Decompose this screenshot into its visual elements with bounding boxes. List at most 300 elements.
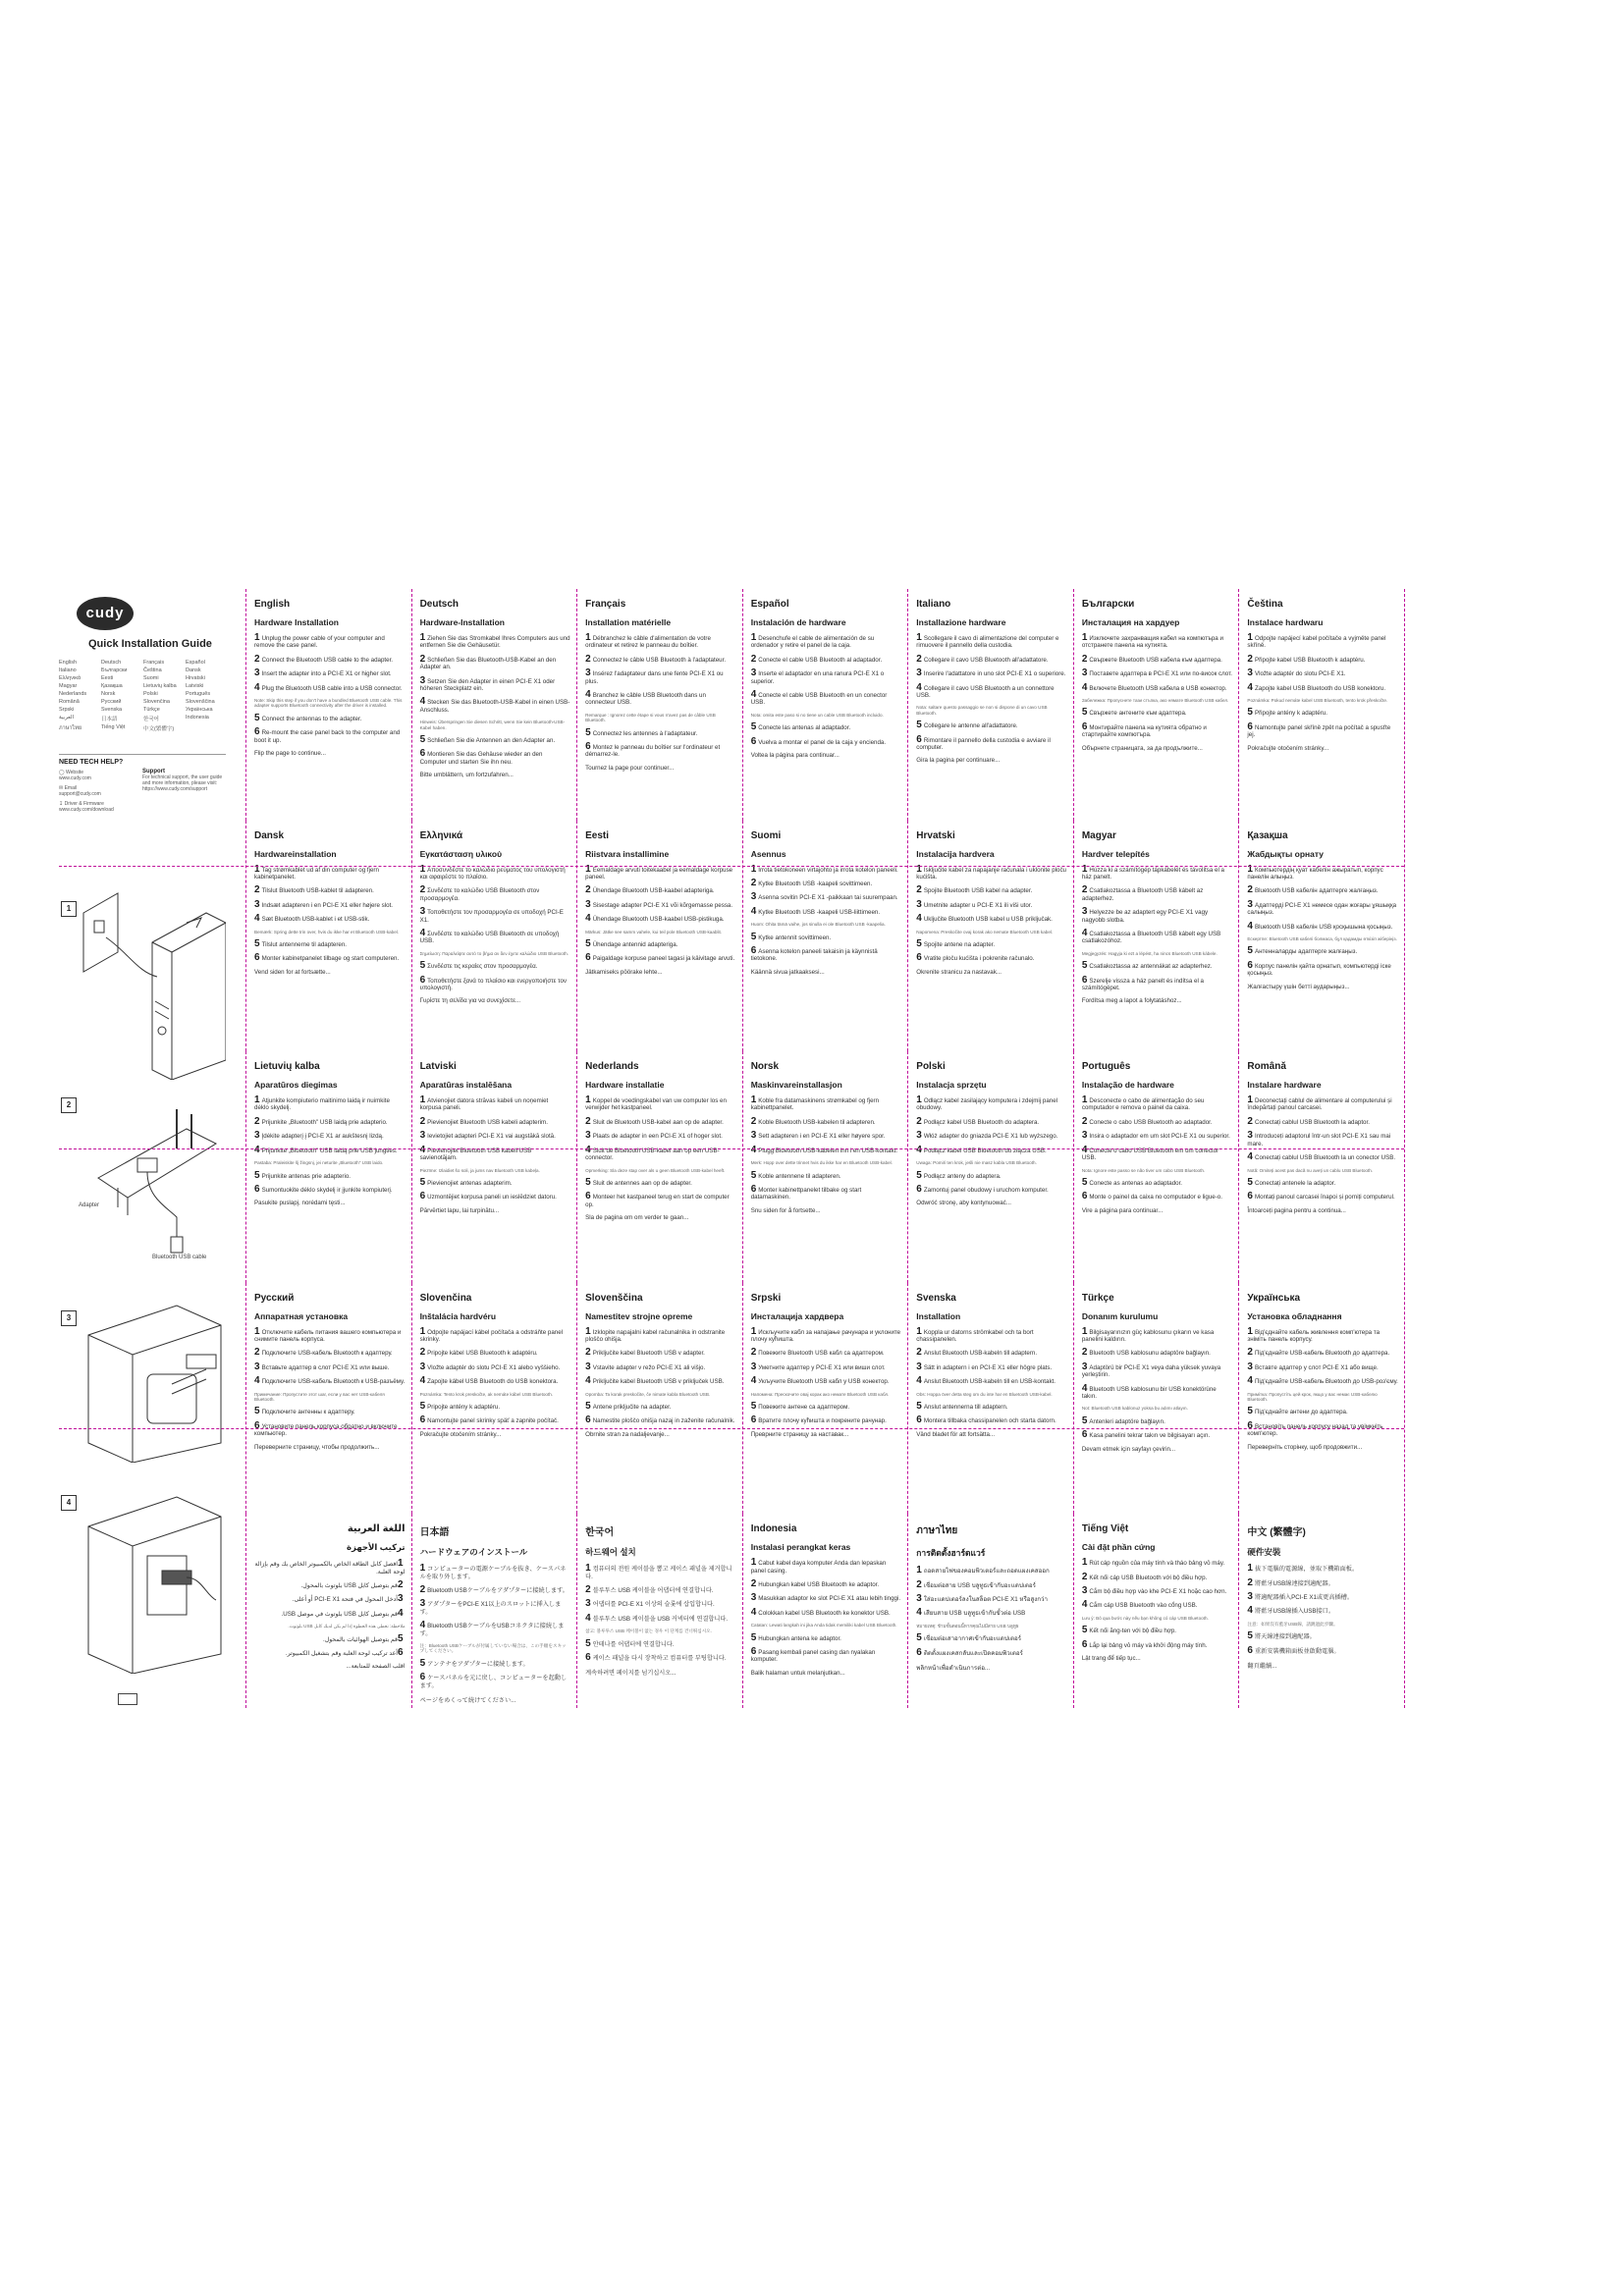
step-number: 1	[750, 1557, 757, 1569]
lang-list-item: Русский	[101, 699, 122, 705]
help-email: ✉ Email support@cudy.com	[59, 785, 101, 797]
install-step	[585, 915, 736, 923]
step-number: 1	[419, 1095, 426, 1106]
install-step	[254, 1578, 406, 1590]
step-number: 2	[254, 884, 260, 896]
install-step	[254, 915, 406, 923]
install-step	[585, 743, 736, 759]
step-number: 3	[585, 898, 591, 910]
section-header: Instalacija hardvera	[916, 848, 995, 859]
section-language: Slovenščina	[585, 1292, 643, 1304]
step-text: เชื่อมต่อเสาอากาศเข้ากับอะแดปเตอร์	[923, 1635, 1022, 1643]
step-number: 3	[916, 667, 922, 679]
step-text: Повежите антене са адаптером.	[758, 1404, 850, 1412]
step-number: 4	[750, 689, 757, 701]
continue-text: Sla de pagina om om verder te gaan...	[585, 1214, 689, 1222]
step-text: Koble antennene til adapteren.	[758, 1172, 841, 1180]
help-title: NEED TECH HELP?	[59, 759, 124, 766]
step-text: Вставте адаптер у слот PCI-E X1 або вище.	[1254, 1363, 1379, 1371]
install-step	[1081, 927, 1233, 945]
section-23	[576, 1283, 742, 1515]
install-step	[1082, 1601, 1233, 1609]
install-step	[750, 1577, 902, 1589]
step-number: 4	[398, 1607, 404, 1619]
step-number: 1	[1081, 1325, 1088, 1337]
step-text: Setzen Sie den Adapter in einen PCI-E X1 oder höheren Steckplatz ein.	[419, 677, 556, 693]
step-number: 4	[916, 1375, 922, 1387]
step-text: 케이스 패널을 다시 장착하고 컴퓨터를 부팅합니다.	[592, 1654, 727, 1662]
step-text: Inserte el adaptador en una ranura PCI-E X1 o superior.	[750, 670, 885, 685]
install-step	[916, 898, 1067, 910]
section-22	[411, 1283, 577, 1515]
step-text: Αποσυνδέστε το καλώδιο ρεύματος του υπολογιστή και αφαιρέστε το πλαίσιο.	[419, 866, 566, 881]
step-number: 1	[916, 1095, 922, 1106]
section-language: Norsk	[750, 1061, 780, 1073]
step-text: Rút cáp nguồn của máy tính và tháo bảng vỏ máy.	[1089, 1560, 1225, 1568]
continue-text: Snu siden for å fortsette...	[750, 1206, 821, 1214]
step-text: Pripojte antény k adaptéru.	[427, 1404, 501, 1412]
install-step	[254, 653, 406, 665]
install-step	[254, 1169, 406, 1181]
lang-list-item: Latviski	[186, 683, 204, 689]
step-number: 6	[916, 952, 922, 964]
lang-list-item: ภาษาไทย	[59, 725, 82, 731]
step-text: Свържете антените към адаптера.	[1089, 710, 1187, 718]
step-text: ถอดสายไฟของคอมพิวเตอร์และถอดแผงเคสออก	[923, 1568, 1050, 1575]
section-17	[742, 1051, 908, 1283]
language-list	[59, 660, 228, 732]
continue-text: Pokračujte otočením stránky...	[1247, 744, 1329, 752]
step-text: Conectați cablul USB Bluetooth la un conector USB.	[1254, 1154, 1396, 1162]
step-text: Συνδέστε το καλώδιο USB Bluetooth σε υποδοχή USB.	[419, 930, 560, 945]
lang-list-item: 中文(繁體字)	[143, 726, 175, 732]
section-language: Français	[585, 599, 626, 610]
step-text: Conecte o cabo USB Bluetooth ao adaptador.	[1089, 1118, 1213, 1126]
unplug-power-illustration	[79, 883, 226, 1080]
install-step	[751, 1377, 902, 1385]
step-text: Monteer het kastpaneel terug en start de computer op.	[585, 1194, 730, 1208]
section-language: Türkçe	[1081, 1292, 1114, 1304]
install-step	[916, 954, 1067, 962]
adapter-cable-illustration	[79, 1090, 226, 1266]
install-step	[585, 1637, 736, 1649]
section-note: Pastaba: Praleiskite šį žingsnį, jei neturite „Bluetooth" USB laido.	[254, 1160, 384, 1166]
install-step	[254, 1325, 406, 1344]
lang-list-item: Norsk	[101, 691, 116, 697]
step-text: ใส่อะแดปเตอร์ลงในสล็อต PCI-E X1 หรือสูงกว่า	[923, 1595, 1048, 1603]
step-text: Изключете захранващия кабел на компютъра и отстранете панела на кутията.	[1081, 635, 1223, 650]
install-step	[585, 653, 736, 665]
section-32	[907, 1514, 1073, 1708]
step-number: 2	[750, 1347, 757, 1359]
step-number: 6	[1081, 1191, 1088, 1202]
section-header: การติดตั้งฮาร์ดแวร์	[916, 1548, 986, 1559]
continue-text: Переверните страницу, чтобы продолжить...	[254, 1443, 380, 1451]
step-number: 4	[1247, 681, 1253, 693]
section-7	[245, 821, 411, 1052]
install-step	[750, 1144, 902, 1155]
install-step	[420, 1416, 571, 1424]
install-step	[420, 1377, 571, 1385]
step-text: Insert the adapter into a PCI-E X1 or higher slot.	[261, 670, 392, 678]
step-text: Встановіть панель корпусу назад та увімкніть комп'ютер.	[1247, 1422, 1383, 1438]
step-text: Adaptörü bir PCI-E X1 veya daha yüksek yuvaya yerleştirin.	[1081, 1363, 1221, 1379]
lang-list-item: Қазақша	[101, 683, 123, 689]
install-step	[254, 1632, 406, 1644]
step-text: Plug the Bluetooth USB cable into a USB connector.	[261, 684, 403, 692]
install-step	[1082, 1627, 1233, 1634]
lang-list-item: Deutsch	[101, 660, 122, 666]
step-number: 6	[254, 726, 260, 738]
step-text: Masukkan adaptor ke slot PCI-E X1 atau lebih tinggi.	[758, 1595, 901, 1603]
install-step	[420, 1363, 571, 1371]
step-number: 6	[1081, 1429, 1088, 1441]
section-header: Hardware Installation	[254, 617, 339, 627]
section-5	[1073, 589, 1239, 821]
globe-icon: ◯	[59, 770, 65, 775]
step-text: Ühendage Bluetooth USB-kaabel adapteriga.	[592, 887, 715, 895]
step-number: 5	[1081, 707, 1088, 719]
install-step	[750, 1606, 902, 1618]
step-number: 3	[916, 1361, 922, 1372]
step-text: أعد تركيب لوحة العلبة وقم بتشغيل الكمبيوتر.	[285, 1649, 398, 1657]
step-number: 1	[1247, 1563, 1253, 1575]
install-step	[751, 1559, 902, 1575]
step-text: Вратите плочу кућишта и покрените рачунар.	[758, 1417, 887, 1425]
continue-text: Vänd bladet för att fortsätta...	[916, 1430, 996, 1438]
install-step	[420, 962, 571, 970]
install-step	[420, 1403, 571, 1411]
section-language: Nederlands	[585, 1061, 639, 1073]
step-number: 5	[419, 1176, 426, 1188]
install-step	[585, 1565, 736, 1580]
section-note: Catatan: Lewati langkah ini jika Anda tidak memiliki kabel USB Bluetooth.	[750, 1623, 897, 1629]
step-number: 6	[419, 1672, 426, 1683]
install-step	[254, 669, 406, 677]
section-language: Svenska	[916, 1292, 956, 1304]
section-note: Merk: Hopp over dette trinnet hvis du ikke har en Bluetooth USB-kabel.	[750, 1160, 893, 1166]
step-number: 3	[585, 1361, 591, 1372]
install-step	[1081, 1382, 1233, 1401]
step-text: Anslut Bluetooth USB-kabeln till adaptern.	[923, 1350, 1038, 1358]
step-text: Įdėkite adapterį į PCI-E X1 ar aukštesnį lizdą.	[261, 1133, 384, 1141]
step-number: 6	[585, 1191, 591, 1202]
step-number: 3	[750, 891, 757, 903]
install-step	[585, 1377, 736, 1385]
step-text: Sett adapteren i en PCI-E X1 eller høyere spor.	[758, 1133, 886, 1141]
step-text: Insira o adaptador em um slot PCI-E X1 ou superior.	[1089, 1133, 1230, 1141]
continue-text: Käännä sivua jatkaaksesi...	[750, 968, 825, 976]
step-number: 3	[750, 1361, 757, 1372]
step-text: Připojte antény k adaptéru.	[1254, 710, 1327, 718]
section-header: Instalação de hardware	[1081, 1080, 1174, 1091]
step-text: Schließen Sie das Bluetooth-USB-Kabel an den Adapter an.	[419, 656, 557, 671]
step-text: قم بتوصيل الهوائيات بالمحول.	[323, 1635, 398, 1643]
install-step	[254, 1595, 406, 1603]
step-number: 1	[916, 632, 922, 643]
step-number: 1	[585, 1325, 591, 1337]
install-step	[1247, 1096, 1398, 1112]
step-text: Débranchez le câble d'alimentation de votre ordinateur et retirez le panneau du boîtier.	[585, 635, 711, 650]
install-step	[750, 653, 902, 665]
step-number: 6	[419, 748, 426, 760]
install-step	[750, 877, 902, 888]
step-text: Conecte el cable USB Bluetooth al adaptador.	[758, 656, 883, 664]
step-number: 1	[419, 632, 426, 643]
section-note: Notă: Omiteți acest pas dacă nu aveți un cablu USB Bluetooth.	[1247, 1167, 1374, 1173]
step-number: 1	[1247, 1325, 1253, 1337]
section-note: 注意：如果沒有藍牙USB線，請跳過此步驟。	[1247, 1621, 1338, 1627]
install-step	[1247, 898, 1398, 917]
install-step	[1247, 1132, 1398, 1148]
step-number: 2	[585, 1115, 591, 1127]
step-text: Подключите антенны к адаптеру.	[261, 1409, 355, 1416]
step-number: 5	[750, 1401, 757, 1413]
step-number-2: 2	[61, 1097, 77, 1113]
step-number: 2	[419, 1115, 426, 1127]
step-number: 3	[419, 1130, 426, 1142]
section-26	[1073, 1283, 1239, 1515]
step-text: Scollegare il cavo di alimentazione del computer e rimuovere il pannello della custodia.	[916, 635, 1059, 650]
step-number: 4	[585, 1144, 591, 1155]
step-number: 1	[585, 1095, 591, 1106]
step-number: 3	[750, 1130, 757, 1142]
section-note: Märkus: Jätke see samm vahele, kui teil pole Bluetooth USB-kaablit.	[585, 929, 723, 934]
step-text: Izklopite napajalni kabel računalnika in odstranite ploščo ohišja.	[585, 1328, 726, 1343]
step-number: 6	[254, 1419, 260, 1431]
install-step	[254, 1096, 406, 1112]
lang-list-item: Ελληνικά	[59, 675, 81, 681]
step-text: Connect the Bluetooth USB cable to the adapter.	[261, 656, 394, 664]
section-1	[411, 589, 577, 821]
download-link[interactable]: www.cudy.com/download	[59, 807, 114, 813]
section-header: 硬件安裝	[1247, 1547, 1281, 1558]
continue-text: Преврните страницу за наставак...	[750, 1430, 849, 1438]
install-step	[1082, 1132, 1233, 1140]
section-header: Cài đặt phần cứng	[1081, 1542, 1156, 1553]
step-text: Włóż adapter do gniazda PCI-E X1 lub wyższego.	[923, 1133, 1058, 1141]
install-step	[420, 908, 571, 924]
step-text: 블루투스 USB 케이블을 어댑터에 연결합니다.	[592, 1586, 714, 1594]
step-text: Montieren Sie das Gehäuse wieder an den Computer und starten Sie ihn neu.	[419, 751, 543, 766]
website-link[interactable]: www.cudy.com	[59, 775, 91, 781]
section-language: Български	[1081, 599, 1135, 610]
install-step	[750, 1631, 902, 1643]
lang-list-item: 한국어	[143, 717, 159, 722]
step-number: 1	[1081, 863, 1088, 875]
install-step	[419, 863, 571, 881]
install-step	[916, 669, 1067, 677]
step-number: 6	[750, 735, 757, 747]
step-number: 5	[1081, 1415, 1088, 1426]
step-number: 5	[585, 1176, 591, 1188]
section-note: Примечание: Пропустите этот шаг, если у вас нет USB-кабеля Bluetooth.	[254, 1391, 385, 1403]
step-number: 1	[750, 632, 757, 643]
step-text: Conectați antenele la adaptor.	[1254, 1179, 1336, 1187]
section-header: Инсталација хардвера	[750, 1310, 844, 1321]
step-number: 1	[750, 1325, 757, 1337]
install-step	[916, 1416, 1067, 1424]
step-text: Atjunkite kompiuterio maitinimo laidą ir nuimkite dėklo skydelį.	[254, 1097, 390, 1112]
section-header: Аппаратная установка	[254, 1310, 349, 1321]
step-text: Montați panoul carcasei înapoi și porniți computerul.	[1254, 1194, 1395, 1201]
step-number: 1	[254, 1325, 260, 1337]
step-number: 4	[585, 913, 591, 925]
step-text: Szerelje vissza a ház panelt és indítsa el a számítógépet.	[1081, 977, 1205, 991]
install-step	[254, 728, 406, 744]
install-step	[1081, 1571, 1233, 1582]
step-text: Cắm cáp USB Bluetooth vào cổng USB.	[1089, 1602, 1198, 1610]
step-number: 6	[585, 1415, 591, 1426]
install-step	[1082, 1096, 1233, 1112]
section-note: ملاحظة: تخطى هذه الخطوة إذا لم يكن لديك كابل USB بلوتوث.	[288, 1624, 406, 1629]
step-text: アンテナをアダプターに接続します。	[427, 1660, 529, 1668]
continue-text: Bitte umblättern, um fortzufahren...	[419, 772, 514, 779]
step-text: Hubungkan antena ke adaptor.	[758, 1634, 841, 1642]
install-step	[1247, 723, 1398, 739]
section-header: 하드웨어 설치	[585, 1547, 636, 1558]
lang-list-item: 日本語	[101, 717, 118, 722]
step-text: Kytke Bluetooth USB -kaapeli USB-liittimeen.	[758, 908, 881, 916]
install-step	[916, 1578, 1067, 1590]
continue-text: Jätkamiseks pöörake lehte...	[585, 968, 663, 976]
step-number: 1	[1081, 632, 1088, 643]
step-text: 重新安裝機箱面板並啟動電腦。	[1254, 1647, 1340, 1655]
email-link[interactable]: support@cudy.com	[59, 791, 101, 797]
step-text: Indsæt adapteren i en PCI-E X1 eller højere slot.	[261, 901, 394, 909]
step-text: Kasa panelini tekrar takın ve bilgisayarı açın.	[1089, 1432, 1211, 1440]
install-step	[1081, 863, 1233, 881]
step-text: Connectez le câble USB Bluetooth à l'adaptateur.	[592, 656, 727, 664]
install-step	[750, 1115, 902, 1127]
step-number: 5	[585, 1401, 591, 1413]
step-number: 6	[916, 1646, 922, 1658]
step-text: 안테나를 어댑터에 연결합니다.	[592, 1640, 675, 1648]
install-step	[254, 1132, 406, 1140]
step-number: 2	[1081, 1115, 1088, 1127]
install-step	[1247, 681, 1398, 693]
step-number: 6	[585, 1651, 591, 1663]
step-number: 1	[398, 1558, 404, 1570]
lang-list-item: Svenska	[101, 707, 123, 713]
section-note: Opmerking: Sla deze stap over als u geen Bluetooth USB-kabel heeft.	[585, 1167, 726, 1173]
step-text: Tilslut Bluetooth USB-kablet til adapteren.	[261, 887, 374, 895]
section-language: Italiano	[916, 599, 951, 610]
step-text: Isključite kabel za napajanje računala i uklonite ploču kućišta.	[916, 866, 1066, 881]
section-header: Hardware installatie	[585, 1080, 665, 1091]
step-number: 5	[1247, 707, 1253, 719]
continue-text: Devam etmek için sayfayı çevirin...	[1081, 1445, 1176, 1453]
step-number: 6	[750, 1183, 757, 1195]
install-step	[585, 898, 736, 910]
lang-list-item: Português	[186, 691, 211, 697]
step-text: Inserire l'adattatore in uno slot PCI-E X1 o superiore.	[923, 670, 1066, 678]
section-28	[245, 1514, 411, 1708]
install-step	[1247, 1607, 1398, 1615]
install-step	[1082, 1193, 1233, 1201]
lang-list-item: Lietuvių kalba	[143, 683, 177, 689]
install-step	[585, 1416, 736, 1424]
step-number: 3	[750, 1592, 757, 1604]
continue-text: Okrenite stranicu za nastavak...	[916, 968, 1001, 976]
install-step	[420, 698, 571, 714]
step-number: 6	[419, 974, 426, 986]
step-number: 3	[585, 1598, 591, 1610]
step-text: قم بتوصيل كابل USB بلوتوث بالمحول.	[300, 1581, 398, 1589]
continue-text: Pasukite puslapį, norėdami tęsti...	[254, 1200, 346, 1207]
step-number: 3	[419, 906, 426, 918]
step-number: 2	[1081, 1347, 1088, 1359]
continue-text: Переверніть сторінку, щоб продовжити...	[1247, 1443, 1363, 1451]
install-step	[1082, 1417, 1233, 1425]
step-text: Branchez le câble USB Bluetooth dans un connecteur USB.	[585, 692, 706, 707]
step-number: 3	[254, 898, 260, 910]
step-number: 1	[750, 1095, 757, 1106]
install-step	[1247, 1176, 1398, 1188]
section-20	[1238, 1051, 1404, 1283]
install-step	[916, 937, 1067, 949]
section-note: Piezīme: Izlaidiet šo soli, ja jums nav Bluetooth USB kabeļa.	[419, 1167, 540, 1173]
step-number: 4	[419, 1620, 426, 1631]
step-text: Koble Bluetooth USB-kabelen til adapteren.	[758, 1118, 876, 1126]
step-text: Namestite ploščo ohišja nazaj in zaženite računalnik.	[592, 1417, 735, 1425]
section-language: Português	[1081, 1061, 1131, 1073]
step-number: 6	[1247, 1191, 1253, 1202]
step-number: 2	[1247, 653, 1253, 665]
step-number: 5	[1081, 960, 1088, 972]
section-language: Español	[750, 599, 789, 610]
step-number: 6	[1081, 974, 1088, 986]
install-step	[585, 1403, 736, 1411]
section-note: 注：Bluetooth USBケーブルが付属していない場合は、この手順をスキップしてください。	[419, 1642, 567, 1654]
lang-list-item: Nederlands	[59, 691, 87, 697]
step-text: Συνδέστε το καλώδιο USB Bluetooth στον προσαρμογέα.	[419, 887, 540, 902]
step-number: 2	[419, 1583, 426, 1595]
step-number: 5	[254, 937, 260, 949]
install-step	[254, 1607, 406, 1619]
step-text: Pasang kembali panel casing dan nyalakan komputer.	[750, 1648, 876, 1664]
section-header: Inštalácia hardvéru	[419, 1310, 497, 1321]
step-number: 2	[916, 653, 922, 665]
step-text: Zapojte kábel USB Bluetooth do USB konektora.	[427, 1378, 559, 1386]
install-step	[254, 898, 406, 910]
install-step	[751, 669, 902, 685]
step-number: 5	[1247, 1176, 1253, 1188]
install-step	[585, 669, 736, 685]
step-text: Monter kabinetpanelet tilbage og start computeren.	[261, 955, 400, 963]
step-text: Stecken Sie das Bluetooth-USB-Kabel in einen USB-Anschluss.	[419, 699, 570, 714]
step-text: Bilgisayarınızın güç kablosunu çıkarın ve kasa panelini kaldırın.	[1081, 1328, 1215, 1343]
install-step	[916, 653, 1067, 665]
step-number: 2	[1081, 653, 1088, 665]
step-text: 將藍牙USB線連接到適配器。	[1254, 1579, 1334, 1587]
step-number: 6	[585, 952, 591, 964]
step-text: Deconectați cablul de alimentare al computerului și îndepărtați panoul carcasei.	[1247, 1097, 1392, 1112]
step-text: افصل كابل الطاقة الخاص بالكمبيوتر الخاص بك وقم بإزالة لوحة العلبة.	[254, 1561, 406, 1575]
install-step	[420, 750, 571, 766]
install-step	[1247, 1153, 1398, 1161]
section-34	[1238, 1514, 1404, 1708]
step-number: 3	[1081, 1584, 1088, 1596]
step-number: 6	[916, 1183, 922, 1195]
install-step	[1247, 669, 1398, 677]
step-number: 4	[750, 1375, 757, 1387]
section-16	[576, 1051, 742, 1283]
install-step	[1247, 1644, 1398, 1656]
step-text: Корпус панелін қайта орнатып, компьютерді іске қосыңыз.	[1247, 962, 1391, 978]
section-note: Huom: Ohita tämä vaihe, jos sinulla ei ole Bluetooth USB -kaapelia.	[750, 922, 886, 928]
step-text: Tilslut antennerne til adapteren.	[261, 940, 348, 948]
